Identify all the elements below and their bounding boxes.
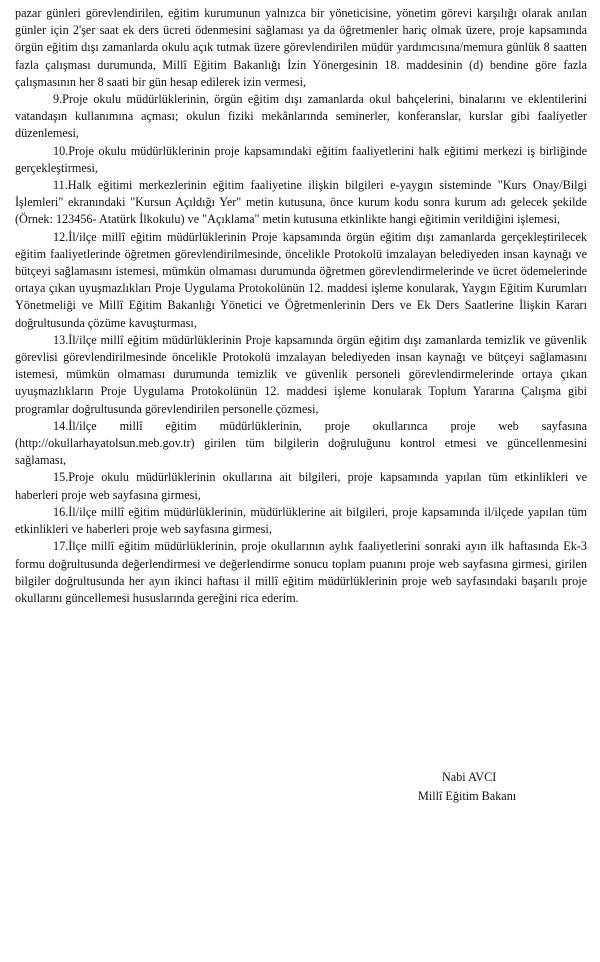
intro-paragraph: pazar günleri görevlendirilen, eğitim kurumunun yalnızca bir yöneticisine, yönetim görevi karşılığı olarak anılan günler için 2'şer saat ek ders ücreti ödenmesini sağlaması ya da öğretmenler hariç olmak üzere, proje kapsamında örgün eğitim dışı zamanlarda okulu açık tutmak üzere görevlendirilen müdür yardımcısına/memura günlük 8 saatten fazla çalışması durumunda, Millî Eğitim Bakanlığı İzin Yönergesinin 18. maddesinin (d) bendine göre fazla çalışmasının her 8 saati bir gün hesap edilerek izin vermesi, [15, 6, 587, 89]
item-13: 13.İl/ilçe millî eğitim müdürlüklerinin Proje kapsamında örgün eğitim dışı zamanlarda temizlik ve güvenlik görevlisi görevlendirilmesinde öncelikle Protokolü imzalayan belediyeden insan kaynağı ve bütçeyi sağlamasını istemesi, mümkün olmaması durumunda temizlik ve güvenlik personeli görevlendirmelerinde ortaya çıkan uyuşmazlıkların Proje Uygulama Protokolünün 12. maddesi işleme konularak Toplum Yararına Çalışma gibi programlar doğrultusunda görevlendirilen personelle çözmesi, [15, 332, 587, 416]
item-17: 17.İlçe millî eğitim müdürlüklerinin, proje okullarının aylık faaliyetlerini sonraki ayın ilk haftasında Ek-3 formu doğrultusunda değerlendirmesi ve değerlendirme sonucu toplam puanını proje web sayfasına girmesi, girilen bilgiler doğrultusunda her ayın ikinci haftası il millî eğitim müdürlüklerinin proje web sayfasındaki başarılı proje okullarını güncellemesi hususlarında gereğini rica ederim. [15, 539, 587, 605]
item-16: 16.İl/ilçe millî eğitim müdürlüklerinin, müdürlüklerine ait bilgileri, proje kapsamında il/ilçede yapılan tüm etkinlikleri ve haberleri proje web sayfasına girmesi, [15, 504, 587, 537]
item-12: 12.İl/ilçe millî eğitim müdürlüklerinin Proje kapsamında örgün eğitim dışı zamanlarda gerçekleştirilecek eğitim faaliyetlerinde öğretmen görevlendirilmesinde, öncelikle Protokolü imzalayan belediyeden insan kaynağı ve bütçeyi sağlamasını istemesi, mümkün olmaması durumunda öğretmen görevlendirmelerinde ve ücret ödemelerinde ortaya çıkan uyuşmazlıkları Proje Uygulama Protokolünün 12. maddesi işleme konularak, Yaygın Eğitim Kurumları Yönetmeliği ve Millî Eğitim Bakanlığı Yönetici ve Öğretmenlerinin Ders ve Ek Ders Saatlerine İlişkin Kararı doğrultusunda çözüme kavuşturması, [15, 229, 587, 330]
item-11: 11.Halk eğitimi merkezlerinin eğitim faaliyetine ilişkin bilgileri e-yaygın sisteminde "Kurs Onay/Bilgi İşlemleri" ekranındaki "Kursun Açıldığı Yer" metin kutusuna, önce kurum kodu sonra kurum adı gelecek şekilde (Örnek: 123456- Atatürk İlkokulu) ve "Açıklama" metin kutusuna etkinlikte hangi eğitimin verildiğini işlemesi, [15, 178, 587, 227]
signature-block [400, 768, 570, 806]
document-body [15, 5, 587, 607]
signatory-title: Millî Eğitim Bakanı [418, 789, 517, 803]
item-9: 9.Proje okulu müdürlüklerinin, örgün eğitim dışı zamanlarda okul bahçelerini, binalarını ve eklentilerini vatandaşın kullanımına açması; okulun fiziki mekânlarında seminerler, konferanslar, kurslar gibi faaliyetler düzenlemesi, [15, 92, 587, 141]
item-15: 15.Proje okulu müdürlüklerinin okullarına ait bilgileri, proje kapsamında yapılan tüm etkinlikleri ve haberleri proje web sayfasına girmesi, [15, 470, 587, 502]
item-10: 10.Proje okulu müdürlüklerinin proje kapsamındaki eğitim faaliyetlerini halk eğitimi merkezi iş birliğinde gerçekleştirmesi, [15, 143, 587, 175]
signatory-name: Nabi AVCI [442, 770, 497, 784]
item-14: 14.İl/ilçe millî eğitim müdürlüklerinin, proje okullarınca proje web sayfasına (http://okullarhayatolsun.meb.gov.tr) girilen tüm bilgilerin doğruluğunu kontrol etmesi ve güncellenmesini sağlaması, [15, 418, 587, 468]
